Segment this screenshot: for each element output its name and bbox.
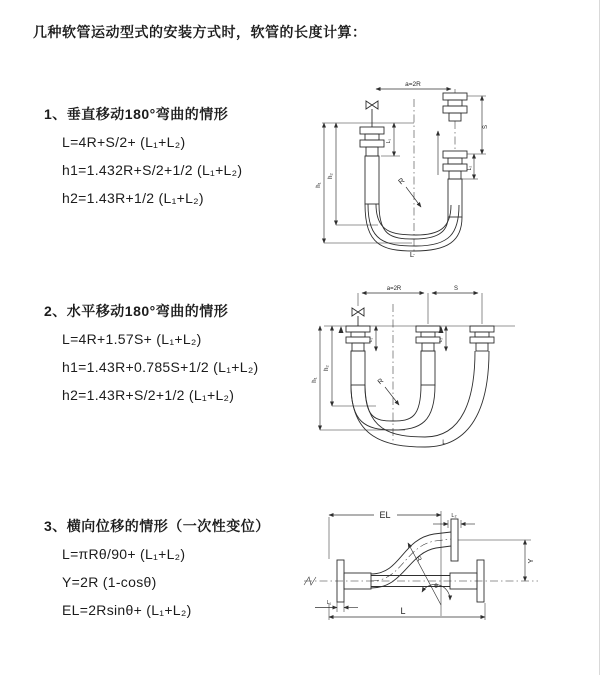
section3-formula-L: L=πRθ/90+ (L₁+L₂) [62, 546, 186, 562]
d3-r-label: R [413, 555, 423, 564]
d2-radius-pointer [377, 378, 399, 405]
d2-span-label: a=2R [386, 286, 402, 292]
section2-formula-h2: h2=1.43R+S/2+1/2 (L₁+L₂) [62, 387, 235, 403]
d2-l-label: L [442, 439, 446, 446]
d3-y-label: Y [526, 558, 535, 564]
page-title: 几种软管运动型式的安装方式时，软管的长度计算： [33, 24, 367, 40]
d2-valve-icon [352, 308, 364, 326]
d3-el-dimension [326, 510, 441, 616]
d1-s-dimension [467, 96, 489, 154]
d2-l1-label: L₁ [368, 337, 373, 343]
d2-r-label: R [376, 377, 386, 387]
d1-right-fitting-lower [443, 151, 467, 217]
d1-h2-dimension [328, 123, 378, 225]
d1-right-fitting-raised [443, 93, 467, 121]
d3-l1-dimension [315, 600, 358, 612]
d1-radius-pointer [396, 176, 421, 207]
d2-h2-label: h₂ [324, 365, 330, 371]
section1-heading: 1、垂直移动180°弯曲的情形 [44, 106, 229, 122]
diagram-lateral-displacement [298, 503, 598, 643]
d3-l1-label: L₁ [326, 600, 332, 606]
section1-formula-h1: h1=1.432R+S/2+1/2 (L₁+L₂) [62, 162, 243, 178]
d1-left-fitting [360, 127, 384, 204]
diagram-horizontal-180-bend [310, 280, 600, 455]
d1-h1-label: h₁ [316, 182, 322, 188]
section2-heading: 2、水平移动180°弯曲的情形 [44, 303, 229, 319]
d3-y-dimension [458, 540, 535, 581]
d3-displaced-hose [371, 519, 458, 588]
d2-hose-curves [351, 351, 489, 447]
section1-formula-h2: h2=1.43R+1/2 (L₁+L₂) [62, 190, 204, 206]
d1-hose-curves [365, 204, 462, 251]
d2-right-fitting-moved [470, 326, 494, 351]
d2-h1-label: h₁ [312, 377, 318, 383]
d2-s-label: S [453, 286, 459, 292]
d1-l1-label: L₁ [386, 138, 392, 144]
d2-middle-fitting [416, 326, 440, 385]
section3-heading: 3、横向位移的情形（一次性变位） [44, 518, 270, 534]
section3-formula-EL: EL=2Rsinθ+ (L₁+L₂) [62, 602, 192, 618]
d3-centerline [304, 577, 538, 585]
d2-h1-dimension [312, 326, 405, 430]
d3-theta-label: θ [434, 583, 438, 590]
d2-l1-dimension [368, 326, 376, 351]
d1-span-label: a=2R [405, 81, 421, 88]
d3-l-label: L [400, 606, 406, 616]
section3-formula-Y: Y=2R (1-cosθ) [62, 574, 157, 590]
section2-formula-L: L=4R+1.57S+ (L₁+L₂) [62, 331, 202, 347]
d3-l-dimension [329, 603, 485, 620]
d3-angle-theta [422, 583, 450, 600]
d1-centerline [322, 99, 455, 255]
d2-span-dimension [358, 286, 482, 324]
d2-l2-label: L₂ [438, 337, 443, 343]
diagram-vertical-180-bend [310, 75, 600, 260]
d3-el-label: EL [379, 510, 391, 520]
d1-l-label: L [409, 250, 415, 259]
d2-centerline [324, 304, 515, 442]
d3-l2-label: L₂ [451, 513, 457, 519]
d1-r-label: R [396, 175, 407, 187]
d2-left-fitting [346, 326, 370, 385]
d1-l2-label: L₂ [467, 165, 473, 171]
d1-h2-label: h₂ [328, 173, 334, 179]
d1-span-dimension [376, 81, 455, 93]
section2-formula-h1: h1=1.43R+0.785S+1/2 (L₁+L₂) [62, 359, 259, 375]
d1-s-label: S [483, 124, 489, 130]
section1-formula-L: L=4R+S/2+ (L₁+L₂) [62, 134, 186, 150]
